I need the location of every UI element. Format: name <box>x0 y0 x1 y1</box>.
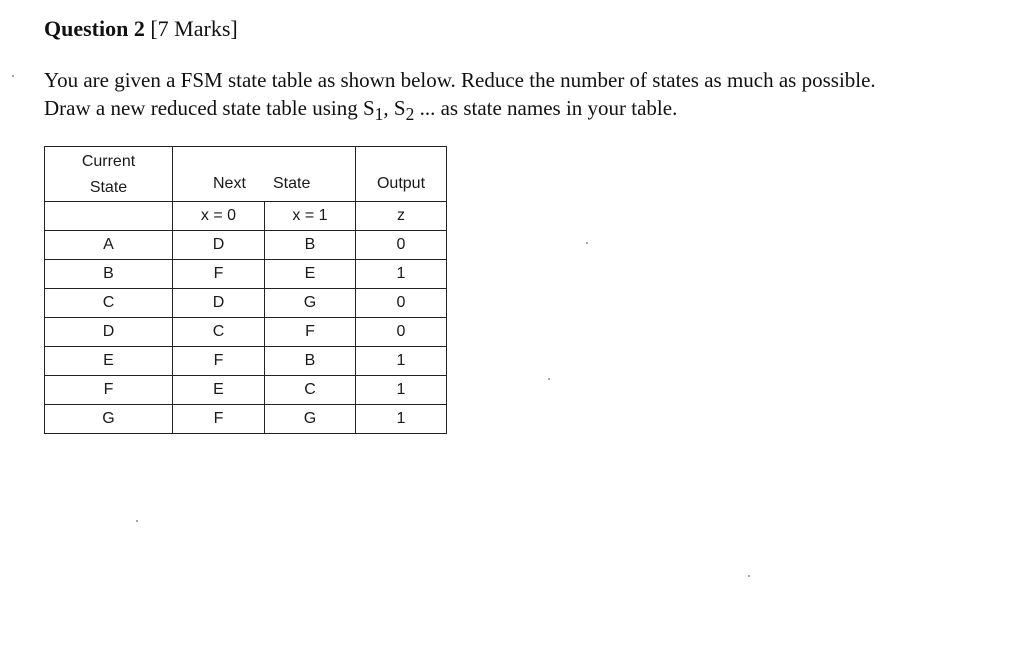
header-output: Output <box>376 175 426 192</box>
next-x1-cell: F <box>265 318 356 347</box>
next-x0-cell: F <box>173 260 265 289</box>
next-x1-cell: B <box>265 347 356 376</box>
next-x0-cell: E <box>173 376 265 405</box>
scan-speck <box>12 75 14 77</box>
current-state-header <box>45 147 173 202</box>
fsm-state-table <box>44 146 447 434</box>
table-row <box>45 289 447 318</box>
next-state-header <box>173 147 356 202</box>
next-x1-cell: G <box>265 289 356 318</box>
scan-speck <box>548 378 550 380</box>
instruction-text: ... as state names in your table. <box>414 96 678 120</box>
subheader-empty-cell <box>45 202 173 231</box>
next-x1-cell: G <box>265 405 356 434</box>
output-cell: 1 <box>356 260 447 289</box>
state-cell: G <box>45 405 173 434</box>
header-next-state: State <box>273 175 311 192</box>
scan-speck <box>136 520 138 522</box>
next-x0-cell: C <box>173 318 265 347</box>
header-state: State <box>89 179 128 196</box>
subheader-x0: x = 0 <box>173 202 265 231</box>
next-x0-cell: D <box>173 289 265 318</box>
next-x0-cell: F <box>173 405 265 434</box>
output-cell: 0 <box>356 318 447 347</box>
next-x1-cell: C <box>265 376 356 405</box>
instruction-text: Draw a new reduced state table using S <box>44 96 375 120</box>
state-cell: D <box>45 318 173 347</box>
state-cell: F <box>45 376 173 405</box>
state-cell: C <box>45 289 173 318</box>
question-instructions <box>44 66 1004 128</box>
table-row <box>45 347 447 376</box>
output-cell: 1 <box>356 405 447 434</box>
state-cell: B <box>45 260 173 289</box>
output-cell: 0 <box>356 231 447 260</box>
output-cell: 0 <box>356 289 447 318</box>
output-header <box>356 147 447 202</box>
table-subheader-row <box>45 202 447 231</box>
subheader-x1: x = 1 <box>265 202 356 231</box>
table-row <box>45 376 447 405</box>
state-cell: E <box>45 347 173 376</box>
header-next: Next <box>213 175 246 192</box>
question-title: Question 2 <box>44 16 145 41</box>
subscript-2: 2 <box>405 104 415 125</box>
table-row <box>45 231 447 260</box>
header-current: Current <box>81 153 136 170</box>
next-state-label <box>173 147 355 201</box>
next-x1-cell: E <box>265 260 356 289</box>
output-cell: 1 <box>356 376 447 405</box>
instruction-line-2 <box>44 96 678 125</box>
question-marks: [7 Marks] <box>150 16 238 41</box>
table-header-row <box>45 147 447 202</box>
next-x0-cell: F <box>173 347 265 376</box>
table-row <box>45 405 447 434</box>
table-row <box>45 318 447 347</box>
subheader-z: z <box>356 202 447 231</box>
question-heading <box>44 16 238 42</box>
table-row <box>45 260 447 289</box>
instruction-text: , S <box>383 96 406 120</box>
state-cell: A <box>45 231 173 260</box>
instruction-line-1: You are given a FSM state table as shown below. Reduce the number of states as much as possible. <box>44 68 876 92</box>
output-cell: 1 <box>356 347 447 376</box>
scan-speck <box>586 242 588 244</box>
subscript-1: 1 <box>374 104 384 125</box>
next-x0-cell: D <box>173 231 265 260</box>
next-x1-cell: B <box>265 231 356 260</box>
scan-speck <box>748 575 750 577</box>
current-state-label <box>45 147 172 201</box>
